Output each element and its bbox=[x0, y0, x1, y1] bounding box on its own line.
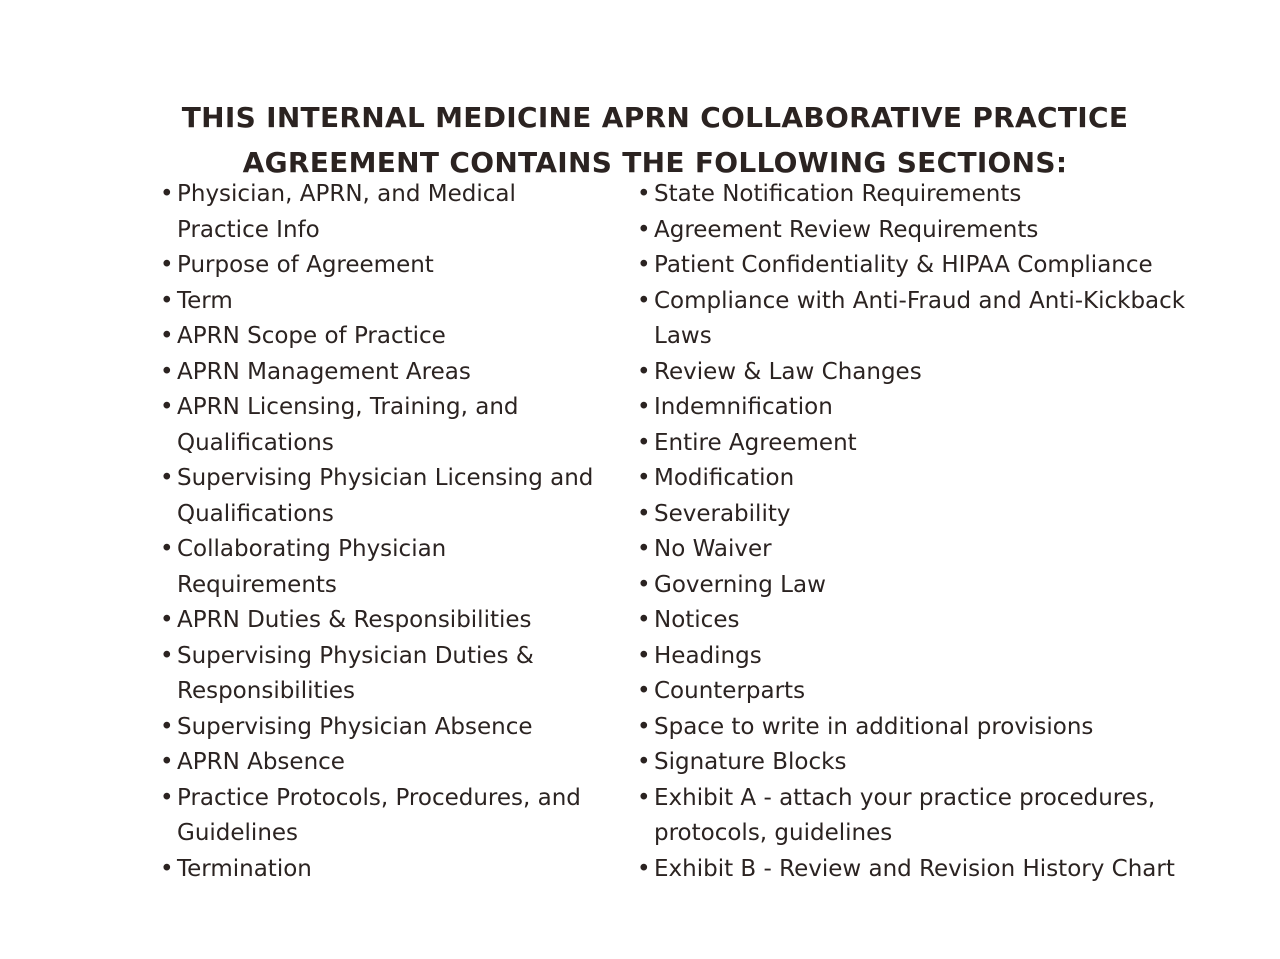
section-list-item bbox=[637, 355, 1227, 391]
section-list-item bbox=[160, 319, 610, 355]
section-list-item bbox=[637, 213, 1227, 249]
bullet-icon: • bbox=[637, 713, 651, 740]
section-list-item bbox=[160, 284, 610, 320]
section-list-item bbox=[160, 461, 610, 532]
bullet-icon: • bbox=[637, 287, 651, 314]
section-list-item bbox=[160, 781, 610, 852]
section-list-item bbox=[160, 248, 610, 284]
bullet-icon: • bbox=[637, 216, 651, 243]
section-list-item bbox=[637, 674, 1227, 710]
bullet-icon: • bbox=[637, 749, 651, 775]
section-list-item bbox=[637, 710, 1227, 746]
bullet-icon: • bbox=[637, 181, 651, 207]
section-item-label: Compliance with Anti-Fraud and Anti-Kickback Laws bbox=[654, 287, 1186, 349]
section-item-label: Collaborating Physician Requirements bbox=[177, 536, 447, 598]
bullet-icon: • bbox=[160, 749, 174, 775]
bullet-icon: • bbox=[160, 323, 174, 349]
section-list-item bbox=[160, 177, 610, 248]
section-list-item bbox=[160, 390, 610, 461]
page-title bbox=[0, 95, 1280, 185]
sections-list-right bbox=[637, 177, 1227, 887]
bullet-icon: • bbox=[160, 855, 174, 882]
section-list-item bbox=[637, 461, 1227, 497]
section-list-item bbox=[637, 497, 1227, 533]
bullet-icon: • bbox=[637, 571, 651, 598]
section-item-label: Signature Blocks bbox=[654, 749, 847, 775]
section-item-label: Supervising Physician Absence bbox=[177, 713, 533, 740]
section-list-item bbox=[637, 852, 1227, 888]
title-line-2: AGREEMENT CONTAINS THE FOLLOWING SECTIONS: bbox=[242, 145, 1068, 179]
bullet-icon: • bbox=[160, 252, 174, 278]
section-item-label: Counterparts bbox=[654, 678, 806, 704]
section-item-label: Patient Confidentiality & HIPAA Compliance bbox=[654, 252, 1153, 278]
section-item-label: Exhibit B - Review and Revision History Chart bbox=[654, 855, 1175, 882]
bullet-icon: • bbox=[160, 713, 174, 740]
section-list-item bbox=[637, 390, 1227, 426]
bullet-icon: • bbox=[160, 642, 174, 669]
section-list-item bbox=[637, 639, 1227, 675]
bullet-icon: • bbox=[637, 678, 651, 704]
section-list-item bbox=[637, 177, 1227, 213]
bullet-icon: • bbox=[637, 429, 651, 456]
bullet-icon: • bbox=[637, 500, 651, 527]
bullet-icon: • bbox=[160, 536, 174, 562]
section-item-label: State Notification Requirements bbox=[654, 181, 1022, 207]
bullet-icon: • bbox=[637, 536, 651, 562]
section-item-label: Term bbox=[177, 287, 233, 314]
bullet-icon: • bbox=[160, 607, 174, 633]
section-list-item bbox=[160, 745, 610, 781]
bullet-icon: • bbox=[160, 358, 174, 385]
bullet-icon: • bbox=[637, 607, 651, 633]
section-item-label: Supervising Physician Licensing and Qualifications bbox=[177, 465, 594, 527]
bullet-icon: • bbox=[160, 784, 174, 811]
section-item-label: APRN Management Areas bbox=[177, 358, 471, 385]
section-list-item bbox=[160, 532, 610, 603]
bullet-icon: • bbox=[160, 465, 174, 491]
section-item-label: Practice Protocols, Procedures, and Guidelines bbox=[177, 784, 581, 846]
sections-list-left bbox=[160, 177, 610, 887]
section-item-label: APRN Absence bbox=[177, 749, 345, 775]
section-list-item bbox=[160, 852, 610, 888]
section-item-label: Indemnification bbox=[654, 394, 833, 420]
section-item-label: APRN Duties & Responsibilities bbox=[177, 607, 532, 633]
bullet-icon: • bbox=[160, 181, 174, 207]
section-list-item bbox=[637, 745, 1227, 781]
section-list-item bbox=[637, 248, 1227, 284]
bullet-icon: • bbox=[160, 287, 174, 314]
section-list-item bbox=[637, 284, 1227, 355]
section-item-label: Review & Law Changes bbox=[654, 358, 922, 385]
section-item-label: APRN Licensing, Training, and Qualifications bbox=[177, 394, 519, 456]
title-line-1: THIS INTERNAL MEDICINE APRN COLLABORATIVE PRACTICE bbox=[181, 100, 1129, 134]
section-item-label: APRN Scope of Practice bbox=[177, 323, 446, 349]
section-item-label: Notices bbox=[654, 607, 740, 633]
section-item-label: Modification bbox=[654, 465, 795, 491]
section-item-label: Governing Law bbox=[654, 571, 826, 598]
section-item-label: Agreement Review Requirements bbox=[654, 216, 1039, 243]
section-list-item bbox=[637, 603, 1227, 639]
bullet-icon: • bbox=[637, 465, 651, 491]
section-list-item bbox=[637, 781, 1227, 852]
section-item-label: Headings bbox=[654, 642, 762, 669]
section-item-label: Termination bbox=[177, 855, 312, 882]
section-item-label: No Waiver bbox=[654, 536, 772, 562]
section-item-label: Entire Agreement bbox=[654, 429, 857, 456]
bullet-icon: • bbox=[637, 784, 651, 811]
section-list-item bbox=[160, 355, 610, 391]
bullet-icon: • bbox=[637, 252, 651, 278]
section-item-label: Exhibit A - attach your practice procedures, protocols, guidelines bbox=[654, 784, 1156, 846]
bullet-icon: • bbox=[637, 642, 651, 669]
section-list-item bbox=[637, 532, 1227, 568]
section-item-label: Supervising Physician Duties & Responsibilities bbox=[177, 642, 534, 704]
section-list-item bbox=[637, 568, 1227, 604]
bullet-icon: • bbox=[637, 855, 651, 882]
section-list-item bbox=[160, 639, 610, 710]
section-list-item bbox=[637, 426, 1227, 462]
section-list-item bbox=[160, 603, 610, 639]
section-item-label: Purpose of Agreement bbox=[177, 252, 434, 278]
section-item-label: Severability bbox=[654, 500, 791, 527]
bullet-icon: • bbox=[637, 394, 651, 420]
section-item-label: Physician, APRN, and Medical Practice Info bbox=[177, 181, 516, 243]
section-list-item bbox=[160, 710, 610, 746]
section-item-label: Space to write in additional provisions bbox=[654, 713, 1094, 740]
bullet-icon: • bbox=[160, 394, 174, 420]
bullet-icon: • bbox=[637, 358, 651, 385]
